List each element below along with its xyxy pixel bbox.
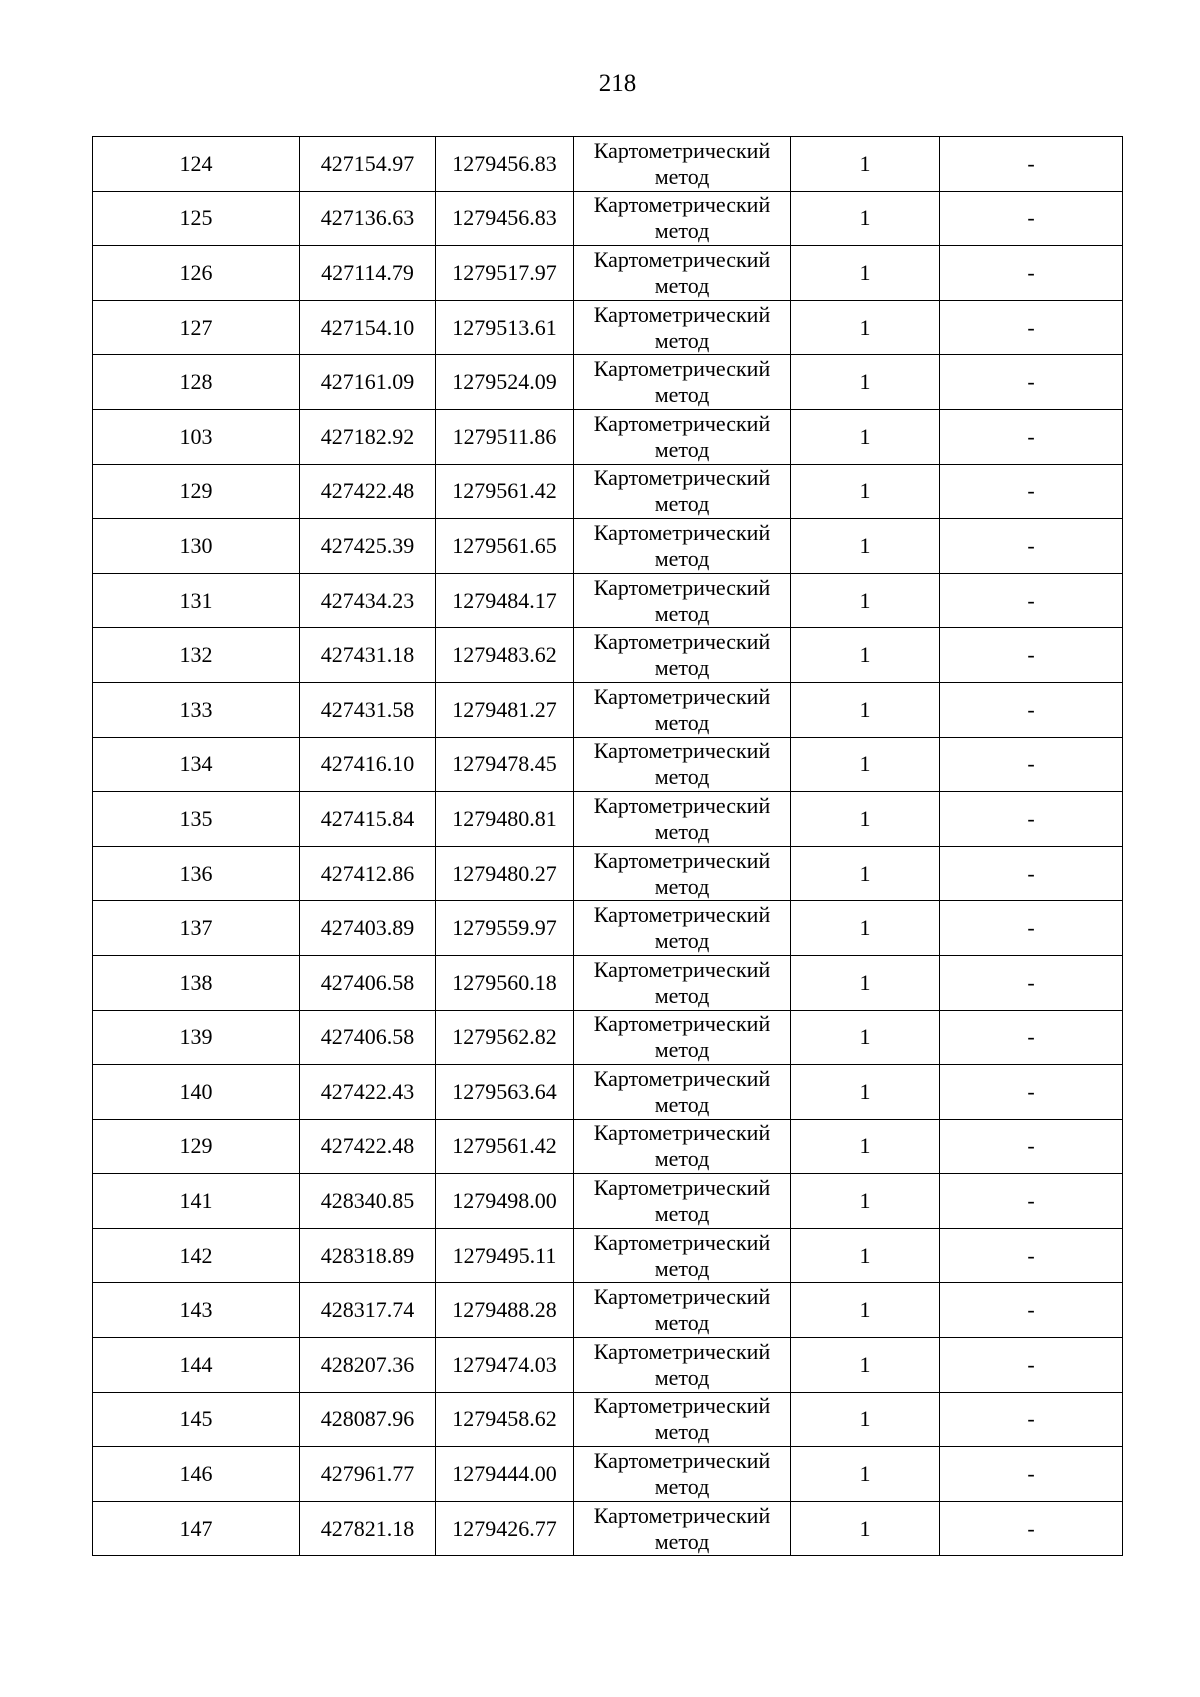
method-text-line: метод [654, 1419, 710, 1445]
note-cell: - [940, 1392, 1123, 1447]
note-cell: - [940, 955, 1123, 1010]
x-coordinate-cell: 427425.39 [300, 519, 436, 574]
point-number-cell: 135 [93, 792, 300, 847]
method-cell [574, 1174, 791, 1229]
table-row [93, 1010, 1123, 1065]
y-coordinate-cell: 1279498.00 [436, 1174, 574, 1229]
note-cell: - [940, 300, 1123, 355]
y-coordinate-cell: 1279426.77 [436, 1501, 574, 1556]
x-coordinate-cell: 427422.43 [300, 1065, 436, 1120]
method-text-line: Картометрический [593, 1175, 771, 1201]
accuracy-cell: 1 [791, 1392, 940, 1447]
y-coordinate-cell: 1279559.97 [436, 901, 574, 956]
x-coordinate-cell: 428318.89 [300, 1228, 436, 1283]
note-cell: - [940, 1283, 1123, 1338]
method-cell [574, 737, 791, 792]
point-number-cell: 127 [93, 300, 300, 355]
accuracy-cell: 1 [791, 1174, 940, 1229]
note-cell: - [940, 464, 1123, 519]
x-coordinate-cell: 427431.58 [300, 682, 436, 737]
accuracy-cell: 1 [791, 792, 940, 847]
note-cell: - [940, 1228, 1123, 1283]
table-row [93, 1119, 1123, 1174]
note-cell: - [940, 682, 1123, 737]
x-coordinate-cell: 427412.86 [300, 846, 436, 901]
method-text-line: Картометрический [593, 847, 771, 873]
method-text-line: метод [654, 382, 710, 408]
method-text-line: метод [654, 1474, 710, 1500]
method-cell [574, 246, 791, 301]
x-coordinate-cell: 427431.18 [300, 628, 436, 683]
accuracy-cell: 1 [791, 1228, 940, 1283]
note-cell: - [940, 137, 1123, 192]
table-row [93, 737, 1123, 792]
y-coordinate-cell: 1279488.28 [436, 1283, 574, 1338]
method-cell [574, 628, 791, 683]
x-coordinate-cell: 427406.58 [300, 1010, 436, 1065]
method-text-line: метод [654, 491, 710, 517]
method-cell [574, 1228, 791, 1283]
note-cell: - [940, 191, 1123, 246]
table-row [93, 1283, 1123, 1338]
note-cell: - [940, 246, 1123, 301]
x-coordinate-cell: 428317.74 [300, 1283, 436, 1338]
point-number-cell: 129 [93, 1119, 300, 1174]
accuracy-cell: 1 [791, 246, 940, 301]
table-row [93, 519, 1123, 574]
note-cell: - [940, 1119, 1123, 1174]
method-text-line: Картометрический [593, 137, 771, 163]
table-row [93, 1392, 1123, 1447]
point-number-cell: 131 [93, 573, 300, 628]
method-text-line: метод [654, 764, 710, 790]
method-cell [574, 792, 791, 847]
method-text-line: метод [654, 1091, 710, 1117]
method-text-line: метод [654, 545, 710, 571]
point-number-cell: 129 [93, 464, 300, 519]
accuracy-cell: 1 [791, 1010, 940, 1065]
method-text-line: Картометрический [593, 246, 771, 272]
x-coordinate-cell: 427154.97 [300, 137, 436, 192]
table-row [93, 300, 1123, 355]
accuracy-cell: 1 [791, 137, 940, 192]
method-cell [574, 1338, 791, 1393]
point-number-cell: 144 [93, 1338, 300, 1393]
table-row [93, 355, 1123, 410]
method-text-line: метод [654, 1201, 710, 1227]
page-number: 218 [598, 70, 637, 97]
method-text-line: Картометрический [593, 902, 771, 928]
y-coordinate-cell: 1279513.61 [436, 300, 574, 355]
x-coordinate-cell: 427961.77 [300, 1447, 436, 1502]
coordinates-table-body [93, 137, 1123, 1556]
point-number-cell: 128 [93, 355, 300, 410]
accuracy-cell: 1 [791, 191, 940, 246]
method-text-line: Картометрический [593, 1011, 771, 1037]
note-cell: - [940, 792, 1123, 847]
point-number-cell: 139 [93, 1010, 300, 1065]
x-coordinate-cell: 427182.92 [300, 409, 436, 464]
note-cell: - [940, 355, 1123, 410]
table-row [93, 628, 1123, 683]
table-row [93, 955, 1123, 1010]
x-coordinate-cell: 427434.23 [300, 573, 436, 628]
point-number-cell: 103 [93, 409, 300, 464]
note-cell: - [940, 1447, 1123, 1502]
x-coordinate-cell: 427161.09 [300, 355, 436, 410]
y-coordinate-cell: 1279456.83 [436, 137, 574, 192]
method-text-line: метод [654, 928, 710, 954]
x-coordinate-cell: 427422.48 [300, 464, 436, 519]
point-number-cell: 133 [93, 682, 300, 737]
method-cell [574, 519, 791, 574]
accuracy-cell: 1 [791, 628, 940, 683]
y-coordinate-cell: 1279563.64 [436, 1065, 574, 1120]
y-coordinate-cell: 1279458.62 [436, 1392, 574, 1447]
table-row [93, 1447, 1123, 1502]
point-number-cell: 137 [93, 901, 300, 956]
accuracy-cell: 1 [791, 737, 940, 792]
x-coordinate-cell: 428340.85 [300, 1174, 436, 1229]
method-text-line: Картометрический [593, 738, 771, 764]
method-cell [574, 1119, 791, 1174]
table-row [93, 1338, 1123, 1393]
y-coordinate-cell: 1279511.86 [436, 409, 574, 464]
note-cell: - [940, 1065, 1123, 1120]
x-coordinate-cell: 427114.79 [300, 246, 436, 301]
method-text-line: Картометрический [593, 1120, 771, 1146]
method-cell [574, 300, 791, 355]
method-cell [574, 1065, 791, 1120]
table-row [93, 191, 1123, 246]
point-number-cell: 136 [93, 846, 300, 901]
method-text-line: Картометрический [593, 1448, 771, 1474]
note-cell: - [940, 1501, 1123, 1556]
method-cell [574, 1010, 791, 1065]
method-text-line: метод [654, 272, 710, 298]
note-cell: - [940, 1338, 1123, 1393]
method-text-line: Картометрический [593, 683, 771, 709]
method-cell [574, 191, 791, 246]
x-coordinate-cell: 427403.89 [300, 901, 436, 956]
note-cell: - [940, 628, 1123, 683]
note-cell: - [940, 737, 1123, 792]
accuracy-cell: 1 [791, 519, 940, 574]
x-coordinate-cell: 427406.58 [300, 955, 436, 1010]
table-row [93, 792, 1123, 847]
x-coordinate-cell: 427821.18 [300, 1501, 436, 1556]
method-text-line: метод [654, 436, 710, 462]
method-text-line: Картометрический [593, 629, 771, 655]
method-text-line: Картометрический [593, 1284, 771, 1310]
method-text-line: метод [654, 709, 710, 735]
method-text-line: метод [654, 1037, 710, 1063]
method-text-line: Картометрический [593, 956, 771, 982]
table-row [93, 409, 1123, 464]
point-number-cell: 138 [93, 955, 300, 1010]
y-coordinate-cell: 1279561.42 [436, 1119, 574, 1174]
x-coordinate-cell: 427415.84 [300, 792, 436, 847]
method-cell [574, 137, 791, 192]
method-cell [574, 846, 791, 901]
method-text-line: Картометрический [593, 301, 771, 327]
method-text-line: метод [654, 218, 710, 244]
point-number-cell: 125 [93, 191, 300, 246]
table-row [93, 246, 1123, 301]
y-coordinate-cell: 1279495.11 [436, 1228, 574, 1283]
accuracy-cell: 1 [791, 573, 940, 628]
table-row [93, 464, 1123, 519]
method-cell [574, 573, 791, 628]
point-number-cell: 146 [93, 1447, 300, 1502]
y-coordinate-cell: 1279484.17 [436, 573, 574, 628]
x-coordinate-cell: 427136.63 [300, 191, 436, 246]
accuracy-cell: 1 [791, 901, 940, 956]
point-number-cell: 124 [93, 137, 300, 192]
accuracy-cell: 1 [791, 955, 940, 1010]
point-number-cell: 132 [93, 628, 300, 683]
table-row [93, 573, 1123, 628]
table-row [93, 1501, 1123, 1556]
y-coordinate-cell: 1279456.83 [436, 191, 574, 246]
accuracy-cell: 1 [791, 1119, 940, 1174]
method-text-line: метод [654, 1364, 710, 1390]
y-coordinate-cell: 1279481.27 [436, 682, 574, 737]
method-text-line: метод [654, 600, 710, 626]
y-coordinate-cell: 1279444.00 [436, 1447, 574, 1502]
table-row [93, 901, 1123, 956]
accuracy-cell: 1 [791, 1501, 940, 1556]
note-cell: - [940, 901, 1123, 956]
method-cell [574, 409, 791, 464]
point-number-cell: 134 [93, 737, 300, 792]
accuracy-cell: 1 [791, 464, 940, 519]
y-coordinate-cell: 1279562.82 [436, 1010, 574, 1065]
method-text-line: Картометрический [593, 1065, 771, 1091]
accuracy-cell: 1 [791, 409, 940, 464]
method-text-line: метод [654, 655, 710, 681]
accuracy-cell: 1 [791, 846, 940, 901]
method-cell [574, 1392, 791, 1447]
method-text-line: Картометрический [593, 410, 771, 436]
y-coordinate-cell: 1279560.18 [436, 955, 574, 1010]
x-coordinate-cell: 428087.96 [300, 1392, 436, 1447]
method-text-line: метод [654, 1255, 710, 1281]
x-coordinate-cell: 427154.10 [300, 300, 436, 355]
accuracy-cell: 1 [791, 355, 940, 410]
method-cell [574, 1283, 791, 1338]
accuracy-cell: 1 [791, 1065, 940, 1120]
x-coordinate-cell: 428207.36 [300, 1338, 436, 1393]
method-text-line: Картометрический [593, 574, 771, 600]
method-text-line: Картометрический [593, 1393, 771, 1419]
method-text-line: Картометрический [593, 1229, 771, 1255]
note-cell: - [940, 519, 1123, 574]
method-cell [574, 1501, 791, 1556]
note-cell: - [940, 1174, 1123, 1229]
point-number-cell: 141 [93, 1174, 300, 1229]
note-cell: - [940, 409, 1123, 464]
y-coordinate-cell: 1279561.42 [436, 464, 574, 519]
coordinates-table [92, 136, 1123, 1556]
accuracy-cell: 1 [791, 1447, 940, 1502]
method-text-line: Картометрический [593, 465, 771, 491]
accuracy-cell: 1 [791, 300, 940, 355]
y-coordinate-cell: 1279561.65 [436, 519, 574, 574]
table-row [93, 846, 1123, 901]
method-text-line: Картометрический [593, 519, 771, 545]
accuracy-cell: 1 [791, 1283, 940, 1338]
method-text-line: метод [654, 818, 710, 844]
method-text-line: метод [654, 327, 710, 353]
note-cell: - [940, 1010, 1123, 1065]
y-coordinate-cell: 1279483.62 [436, 628, 574, 683]
point-number-cell: 143 [93, 1283, 300, 1338]
y-coordinate-cell: 1279478.45 [436, 737, 574, 792]
y-coordinate-cell: 1279524.09 [436, 355, 574, 410]
method-text-line: метод [654, 1146, 710, 1172]
method-text-line: Картометрический [593, 356, 771, 382]
y-coordinate-cell: 1279480.27 [436, 846, 574, 901]
table-row [93, 1174, 1123, 1229]
table-row [93, 137, 1123, 192]
method-cell [574, 682, 791, 737]
point-number-cell: 130 [93, 519, 300, 574]
method-text-line: метод [654, 873, 710, 899]
accuracy-cell: 1 [791, 1338, 940, 1393]
table-row [93, 1228, 1123, 1283]
table-row [93, 1065, 1123, 1120]
table-row [93, 682, 1123, 737]
point-number-cell: 147 [93, 1501, 300, 1556]
method-text-line: Картометрический [593, 192, 771, 218]
method-text-line: Картометрический [593, 1338, 771, 1364]
y-coordinate-cell: 1279480.81 [436, 792, 574, 847]
note-cell: - [940, 573, 1123, 628]
method-text-line: метод [654, 163, 710, 189]
method-cell [574, 955, 791, 1010]
method-text-line: метод [654, 982, 710, 1008]
point-number-cell: 142 [93, 1228, 300, 1283]
point-number-cell: 140 [93, 1065, 300, 1120]
y-coordinate-cell: 1279517.97 [436, 246, 574, 301]
point-number-cell: 126 [93, 246, 300, 301]
method-text-line: метод [654, 1310, 710, 1336]
point-number-cell: 145 [93, 1392, 300, 1447]
method-cell [574, 355, 791, 410]
y-coordinate-cell: 1279474.03 [436, 1338, 574, 1393]
method-text-line: Картометрический [593, 792, 771, 818]
method-cell [574, 1447, 791, 1502]
method-cell [574, 464, 791, 519]
x-coordinate-cell: 427422.48 [300, 1119, 436, 1174]
method-cell [574, 901, 791, 956]
accuracy-cell: 1 [791, 682, 940, 737]
method-text-line: Картометрический [593, 1502, 771, 1528]
method-text-line: метод [654, 1528, 710, 1554]
x-coordinate-cell: 427416.10 [300, 737, 436, 792]
note-cell: - [940, 846, 1123, 901]
